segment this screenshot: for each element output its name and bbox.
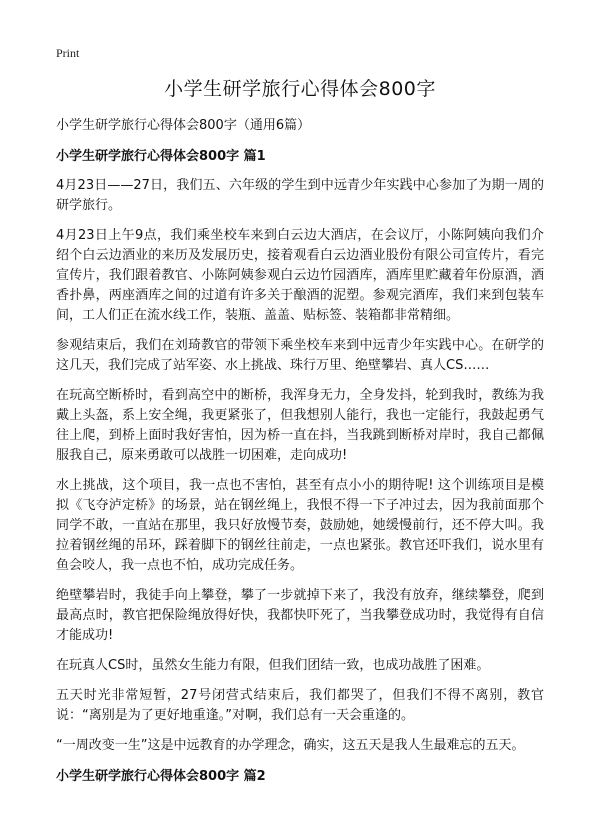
paragraph: 参观结束后，我们在刘琦教官的带领下乘坐校车来到中远青少年实践中心。在研学的这几天，我们完成了站军姿、水上挑战、珠行万里、绝壁攀岩、真人CS……: [56, 338, 544, 373]
section-heading-1: 小学生研学旅行心得体会800字 篇1: [56, 149, 266, 164]
page-title: 小学生研学旅行心得体会800字: [164, 78, 436, 100]
document-body: [56, 72, 544, 788]
paragraph: 五天时光非常短暂，27号闭营式结束后，我们都哭了，但我们不得不离别，教官说：“离别是为了更好地重逢。”对啊，我们总有一天会重逢的。: [56, 688, 544, 723]
paragraph: 绝壁攀岩时，我徒手向上攀登，攀了一步就掉下来了，我没有放弃，继续攀登，爬到最高点时，教官把保险绳放得好快，我都快吓死了，当我攀登成功时，我觉得有自信才能成功!: [56, 588, 544, 643]
paragraph: 4月23日上午9点，我们乘坐校车来到白云边大酒店，在会议厅，小陈阿姨向我们介绍个白云边酒业的来历及发展历史，接着观看白云边酒业股份有限公司宣传片，看完宣传片，我们跟着教官、小陈阿姨参观白云边竹园酒库，酒库里贮藏着年份原酒，酒香扑鼻，两座酒库之间的过道有许多关于酿酒的泥塑。参观完酒库，我们来到包装车间，工人们正在流水线工作，装瓶、盖盖、贴标签、装箱都非常精细。: [56, 228, 544, 323]
paragraph: “一周改变一生”这是中远教育的办学理念，确实，这五天是我人生最难忘的五天。: [56, 738, 525, 753]
print-link[interactable]: Print: [56, 46, 80, 60]
paragraph: 在玩高空断桥时，看到高空中的断桥，我浑身无力，全身发抖，轮到我时，教练为我戴上头盔，系上安全绳，我更紧张了，但我想别人能行，我也一定能行，我鼓起勇气往上爬，到桥上面时我好害怕，因为桥一直在抖，当我跳到断桥对岸时，我自己都佩服我自己，原来勇敢可以战胜一切困难，走向成功!: [56, 388, 544, 463]
paragraph: 在玩真人CS时，虽然女生能力有限，但我们团结一致，也成功战胜了困难。: [56, 658, 490, 673]
paragraph: 4月23日——27日，我们五、六年级的学生到中远青少年实践中心参加了为期一周的研学旅行。: [56, 178, 544, 213]
section-heading-2: 小学生研学旅行心得体会800字 篇2: [56, 769, 266, 784]
document-subtitle: 小学生研学旅行心得体会800字（通用6篇）: [56, 118, 311, 133]
paragraph: 水上挑战，这个项目，我一点也不害怕，甚至有点小小的期待呢! 这个训练项目是模拟《飞夺泸定桥》的场景，站在钢丝绳上，我恨不得一下子冲过去，因为我前面那个同学不敢，一直站在那里，我只好放慢节奏，鼓励她，她缓慢前行，还不停大叫。我拉着钢丝绳的吊环，踩着脚下的钢丝往前走，一点也紧张。教官还吓我们，说水里有鱼会咬人，我一点也不怕，成功完成任务。: [56, 478, 544, 573]
